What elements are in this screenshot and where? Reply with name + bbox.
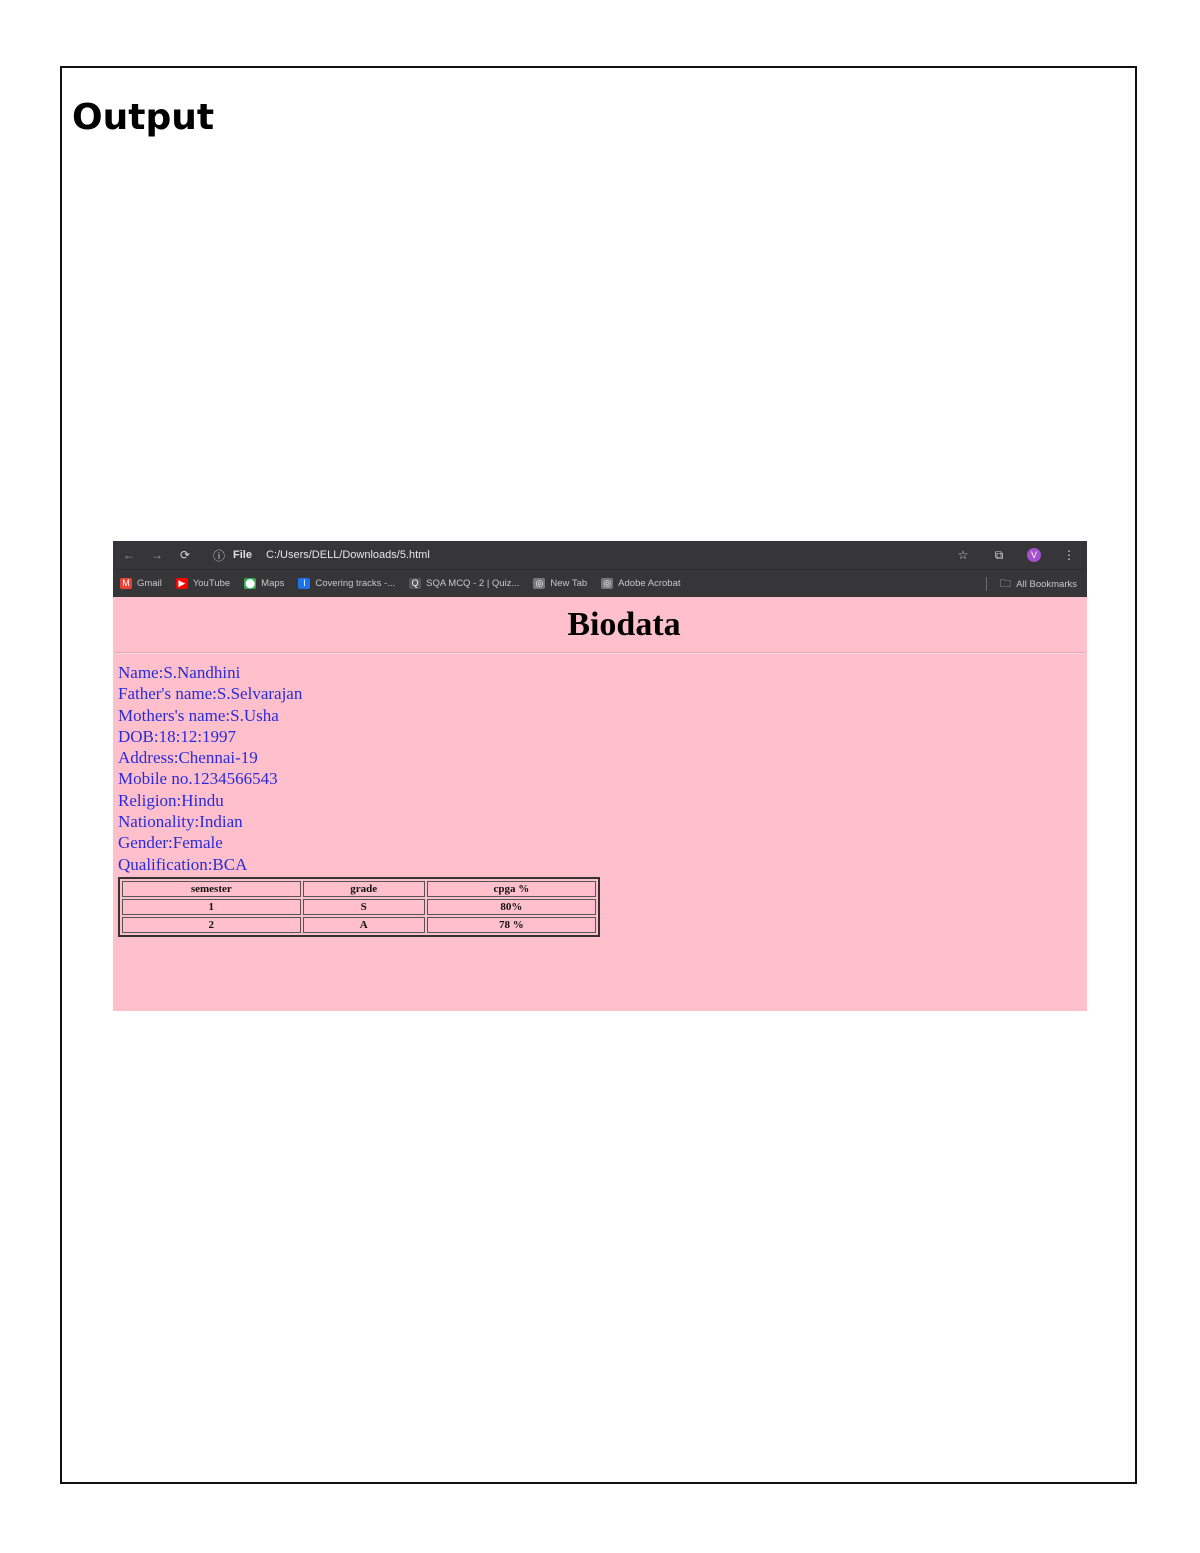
- bookmark-label: Covering tracks -...: [315, 578, 396, 589]
- url-path[interactable]: C:/Users/DELL/Downloads/5.html: [265, 549, 430, 561]
- cell-semester: 1: [122, 899, 301, 915]
- star-icon[interactable]: ☆: [957, 548, 969, 562]
- bookmark-label: Adobe Acrobat: [618, 578, 681, 589]
- globe-icon: ◎: [533, 578, 545, 589]
- all-bookmarks-label: All Bookmarks: [1016, 578, 1077, 590]
- bookmark-item[interactable]: [244, 578, 284, 589]
- bookmark-item[interactable]: [298, 578, 395, 589]
- bookmark-item[interactable]: [176, 578, 230, 589]
- menu-kebab-icon[interactable]: ⋮: [1063, 548, 1075, 562]
- quiz-icon: Q: [409, 578, 421, 589]
- detail-mobile: Mobile no.1234566543: [118, 769, 278, 789]
- detail-dob: DOB:18:12:1997: [118, 726, 237, 746]
- detail-religion: Religion:Hindu: [118, 790, 224, 810]
- youtube-icon: ▶: [176, 578, 188, 589]
- gmail-icon: M: [120, 578, 132, 589]
- horizontal-rule: [115, 652, 1085, 654]
- bookmark-item[interactable]: [601, 578, 680, 589]
- bookmarks-bar: [113, 569, 1087, 597]
- detail-qualification: Qualification:BCA: [118, 854, 248, 874]
- biodata-title: Biodata: [567, 606, 681, 643]
- profile-avatar[interactable]: V: [1027, 548, 1041, 562]
- globe-icon: ◎: [601, 578, 613, 589]
- bookmark-label: New Tab: [550, 578, 588, 589]
- cell-cgpa: 78 %: [427, 917, 596, 933]
- bookmark-label: Gmail: [137, 578, 162, 589]
- page-title: Output: [72, 97, 215, 138]
- detail-father-name: Father's name:S.Selvarajan: [118, 684, 303, 704]
- detail-nationality: Nationality:Indian: [118, 812, 243, 832]
- forward-arrow-icon[interactable]: →: [151, 548, 163, 562]
- cell-semester: 2: [122, 917, 301, 933]
- extensions-icon[interactable]: ⧉: [994, 547, 1004, 562]
- detail-gender: Gender:Female: [118, 833, 223, 853]
- biodata-details: [118, 662, 1087, 875]
- table-header-row: [122, 881, 596, 897]
- browser-screenshot: [113, 541, 1087, 1011]
- cell-grade: A: [303, 917, 425, 933]
- info-icon[interactable]: ⓘ: [212, 548, 225, 563]
- detail-name: Name:S.Nandhini: [118, 663, 241, 682]
- toolbar-actions: [955, 541, 1077, 569]
- detail-mother-name: Mothers's name:S.Usha: [118, 705, 279, 725]
- cell-cgpa: 80%: [427, 899, 596, 915]
- address-bar[interactable]: [211, 547, 430, 564]
- folder-icon: 🗀: [999, 577, 1011, 590]
- browser-toolbar: [113, 541, 1087, 569]
- biodata-page: [113, 597, 1087, 1011]
- bookmark-item[interactable]: [120, 578, 162, 589]
- header-grade: grade: [303, 881, 425, 897]
- bookmark-item[interactable]: [533, 578, 587, 589]
- url-scheme: File: [233, 549, 252, 561]
- table-row: [122, 917, 596, 933]
- all-bookmarks[interactable]: [986, 570, 1077, 598]
- back-arrow-icon[interactable]: ←: [123, 548, 135, 562]
- header-semester: semester: [122, 881, 301, 897]
- grades-table: [118, 877, 600, 937]
- nav-buttons: [121, 548, 193, 562]
- site-icon: I: [298, 578, 310, 589]
- reload-icon[interactable]: ⟳: [179, 548, 191, 562]
- maps-icon: ⬤: [245, 578, 256, 588]
- header-cgpa: cpga %: [427, 881, 596, 897]
- cell-grade: S: [303, 899, 425, 915]
- bookmark-item[interactable]: [409, 578, 519, 589]
- bookmark-label: YouTube: [192, 578, 231, 589]
- bookmark-label: SQA MCQ - 2 | Quiz...: [426, 578, 520, 589]
- detail-address: Address:Chennai-19: [118, 748, 258, 768]
- bookmarks-divider: [986, 577, 987, 591]
- bookmark-label: Maps: [261, 578, 285, 589]
- table-row: [122, 899, 596, 915]
